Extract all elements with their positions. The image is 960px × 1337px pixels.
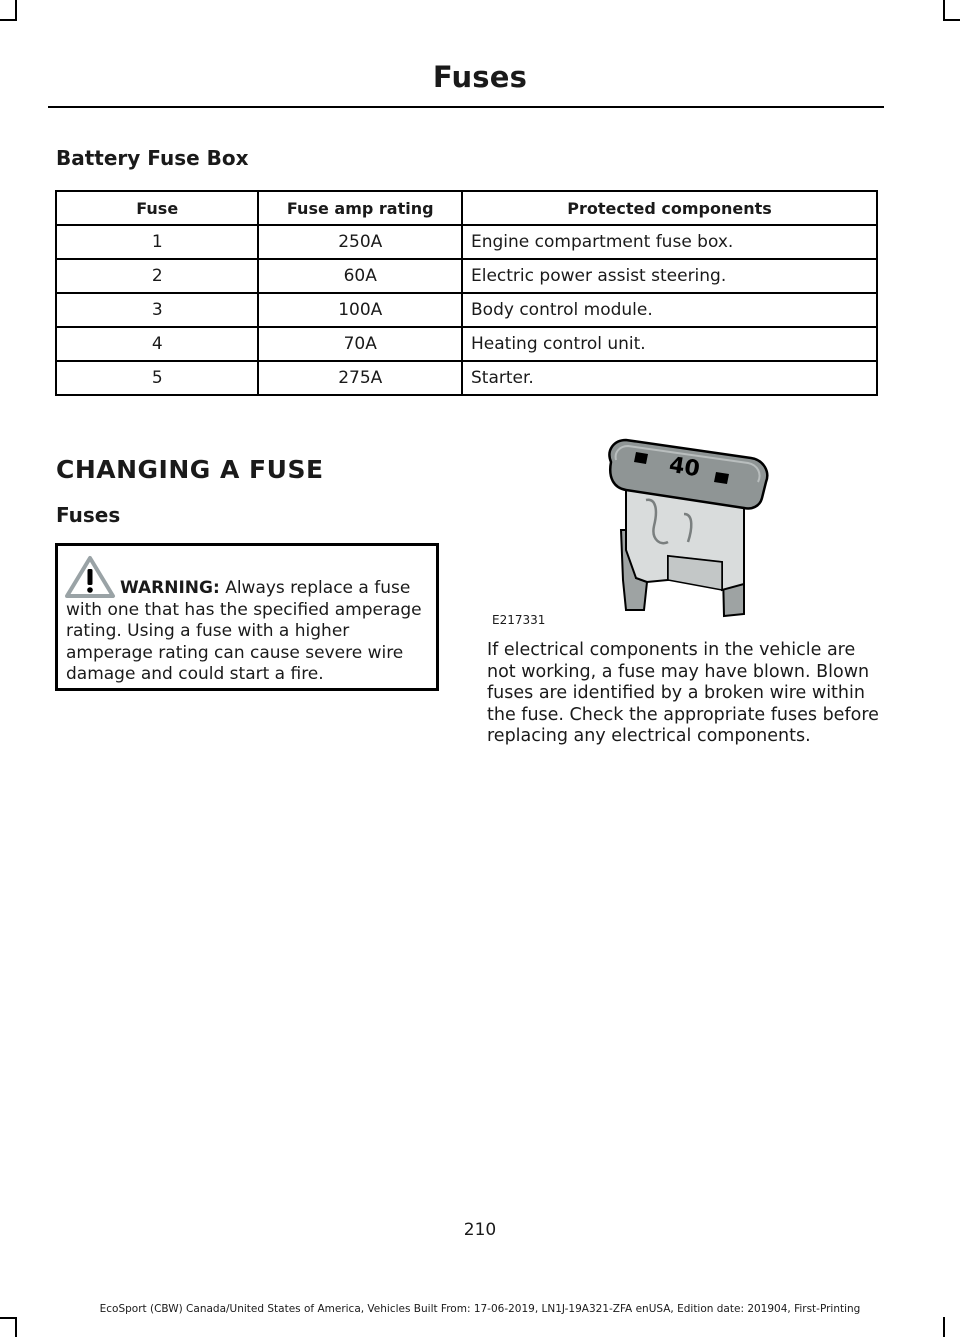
crop-mark (943, 0, 945, 20)
crop-mark (15, 1317, 17, 1337)
warning-box (55, 543, 439, 691)
footer-text: EcoSport (CBW) Canada/United States of America, Vehicles Built From: 17-06-2019, LN1J-19A321-ZFA enUSA, Edition date: 201904, First-Printing (99, 1303, 861, 1315)
table-row (56, 361, 877, 395)
fuse-amp-label: 40 (667, 452, 702, 483)
fuse-cell: 5 (56, 361, 258, 395)
page-title: Fuses (432, 60, 528, 94)
crop-mark (15, 0, 17, 20)
component-cell: Engine compartment fuse box. (462, 225, 877, 259)
crop-mark (943, 1317, 945, 1337)
rating-cell: 100A (258, 293, 462, 327)
fuse-cell: 1 (56, 225, 258, 259)
table-row (56, 259, 877, 293)
fuses-subheading: Fuses (56, 503, 121, 527)
rating-cell: 250A (258, 225, 462, 259)
fuse-cell: 3 (56, 293, 258, 327)
crop-mark (0, 1317, 17, 1319)
body-paragraph: If electrical components in the vehicle are not working, a fuse may have blown. Blown fuses are identified by a broken wire within the fuse. Check the appropriate fuses before replacing any electrical components. (487, 640, 879, 746)
rating-cell: 275A (258, 361, 462, 395)
fuse-illustration (486, 430, 878, 630)
table-row (56, 327, 877, 361)
component-cell: Heating control unit. (462, 327, 877, 361)
fuse-cell: 2 (56, 259, 258, 293)
header-rule (48, 106, 884, 108)
component-cell: Electric power assist steering. (462, 259, 877, 293)
table-row (56, 225, 877, 259)
component-cell: Body control module. (462, 293, 877, 327)
crop-mark (943, 19, 960, 21)
table-row (56, 293, 877, 327)
column-header-rating: Fuse amp rating (258, 191, 462, 225)
changing-fuse-heading: CHANGING A FUSE (56, 455, 324, 484)
warning-label: WARNING: (120, 578, 220, 598)
crop-mark (0, 19, 17, 21)
table-header-row (56, 191, 877, 225)
warning-body: Always replace a fuse with one that has the specified amperage rating. Using a fuse with a higher amperage rating can cause severe wire damage and could start a fire. (66, 578, 422, 684)
rating-cell: 70A (258, 327, 462, 361)
fuse-cell: 4 (56, 327, 258, 361)
rating-cell: 60A (258, 259, 462, 293)
column-header-components: Protected components (462, 191, 877, 225)
component-cell: Starter. (462, 361, 877, 395)
fuse-table (55, 190, 878, 396)
page-number: 210 (463, 1220, 497, 1240)
figure-code: E217331 (492, 613, 546, 627)
warning-text (66, 578, 438, 686)
column-header-fuse: Fuse (56, 191, 258, 225)
section-title: Battery Fuse Box (56, 146, 249, 170)
